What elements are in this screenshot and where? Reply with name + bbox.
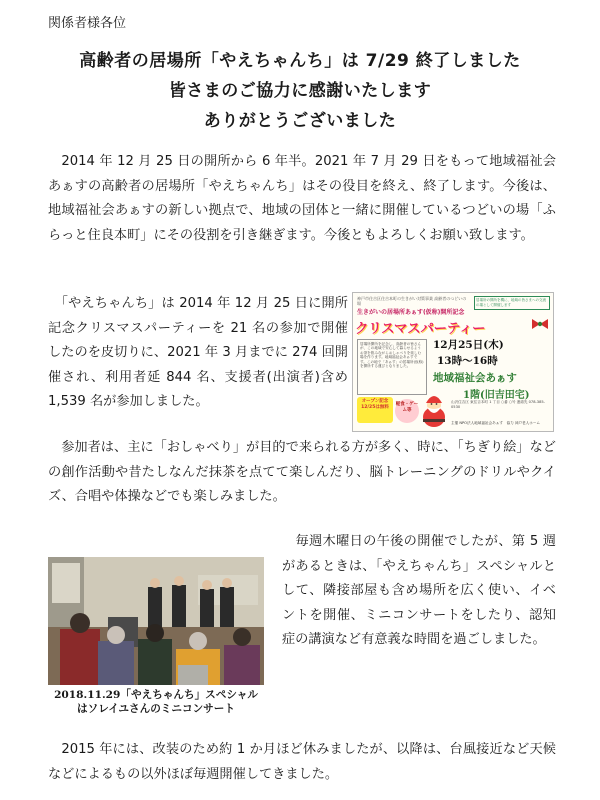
- headline-line-3: ありがとうございました: [203, 111, 397, 131]
- flyer-contact: 山沢住吉区 東住吉本町 1 丁目 ○番 ○号 連絡先 078-385-0530: [451, 400, 545, 409]
- headline-line-1: 高齢者の居場所「やえちゃんち」は 7/29 終了しました: [79, 51, 521, 71]
- flyer-time: 13時～16時: [437, 355, 498, 367]
- paragraph-weekly: 2015 年には、改装のため約 1 か月ほど休みましたが、以降は、台風接近など天候などによるもの以外ほぼ毎週開催してきました。: [48, 742, 556, 782]
- paragraph-specials: 毎週木曜日の午後の開催でしたが、第 5 週があるときは、「やえちゃんち」スペシャルとして、隣接部屋も含め場所を広く使い、イベントを開催、ミニコンサートをしたり、認知症の講演など有意義な時間を過ごしました。: [282, 534, 556, 647]
- flyer-box-note: 居場所の開所を機に、地域の皆さまへの交流の場として開催します: [474, 296, 550, 310]
- flyer-info-box: 居場所開所を記念し、高齢者の皆さんが、この地域で安心して暮らせるようお茶を飲みながらおしゃべりを楽しむ場を作ります。地域福祉会あぁすです。この地で「あぁす」の居場所(仮称)を開所する運びとなりました。: [357, 339, 427, 395]
- concert-photo: [48, 557, 264, 685]
- christmas-party-flyer: [352, 292, 554, 432]
- flyer-open-badge: オープン記念 12/25は無料: [357, 397, 393, 423]
- flyer-venue: 地域福祉会あぁす: [433, 372, 517, 384]
- flyer-date: 12月25日(木): [433, 339, 504, 351]
- ribbon-icon: [531, 317, 549, 331]
- photo-caption-line-2: はソレイユさんのミニコンサート: [77, 703, 235, 715]
- paragraph-intro: 2014 年 12 月 25 日の開所から 6 年半。2021 年 7 月 29 日をもって地域福祉会あぁすの高齢者の居場所「やえちゃんち」はその役目を終え、終了します。今後は、地域福祉会あぁすの新しい拠点で、地域の団体と一緒に開催しているつどいの場「ふらっと住良本町」にその役割を引き継ぎます。今後ともよろしくお願い致します。: [48, 154, 556, 243]
- flyer-game-badge: 軽食・ゲーム等: [395, 399, 419, 423]
- flyer-floor: 1階(旧吉田宅): [463, 390, 530, 401]
- headline-line-2: 皆さまのご協力に感謝いたします: [168, 81, 432, 101]
- flyer-title: クリスマスパーティー: [355, 321, 486, 337]
- flyer-subtitle: 生きがいの居場所あぁす(仮称)開所記念: [357, 309, 465, 316]
- addressee: 関係者様各位: [48, 16, 127, 31]
- flyer-top-note: 神戸市住吉区住吉本町の生きがい対策事業 高齢者のつどいの場: [357, 296, 467, 306]
- flyer-organizer: 主催 NPO法人地域福祉会あぁす 協力 神戸老人ホーム: [451, 421, 540, 425]
- photo-caption-line-1: 2018.11.29「やえちゃんち」スペシャル: [54, 689, 258, 701]
- paragraph-history: 「やえちゃんち」は 2014 年 12 月 25 日に開所記念クリスマスパーティーを 21 名の参加で開催したのを皮切りに、2021 年 3 月までに 274 回開催され、利用者延 844 名、支援者(出演者)含め 1,539 名が参加しました。: [48, 296, 348, 409]
- paragraph-activities: 参加者は、主に「おしゃべり」が目的で来られる方が多く、時に、「ちぎり絵」などの創作活動や昔たしなんだ抹茶を点てて楽しんだり、脳トレーニングのドリルやクイズ、合唱や体操などでも楽しみました。: [48, 440, 556, 504]
- santa-icon: [419, 393, 449, 427]
